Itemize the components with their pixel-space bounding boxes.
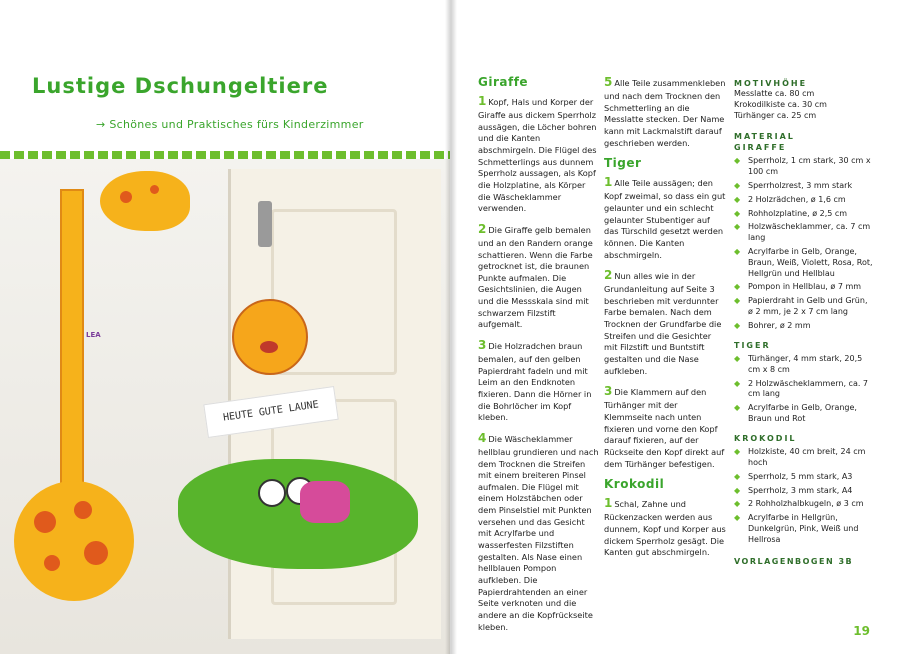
material-item: ◆ 2 Rohholzhalbkugeln, ø 3 cm (734, 499, 874, 510)
material-item: ◆ Pompon in Hellblau, ø 7 mm (734, 282, 874, 293)
material-item: ◆ Acrylfarbe in Gelb, Orange, Braun, Weiß, Violett, Rosa, Rot, Hellgrün und Hellblau (734, 247, 874, 279)
motiv-heading: MOTIVHÖHE (734, 79, 808, 88)
material-item: ◆ Acrylfarbe in Gelb, Orange, Braun und Rot (734, 403, 874, 425)
template-sheet-note: VORLAGENBOGEN 3B (734, 556, 854, 566)
crocodile-sub-heading: KROKODIL (734, 433, 797, 443)
giraffe-head-icon (100, 171, 190, 231)
instruction-step: 3 Die Klammern auf den Türhänger mit der Klemmseite nach unten fixieren und vorne den Kopf darauf fixieren, auf der Rückseite den Kopf direkt auf dem Türhänger befestigen. (604, 384, 725, 469)
instruction-step: 4 Die Wäscheklammer hellblau grundieren und nach dem Trocknen die Streifen mit einem breiteren Pinsel aufmalen. Die Flügel mit einem Holzstäbchen oder dem Pinselstiel mit Punkten versehen und das Gesicht mit Acrylfarbe und wasserfesten Filzstiften gestalten. Als Nase einen hellblauen Pompon aufkleben. Die Papierdrahtenden an einer Seite verknoten und die andere an die Kopfrückseite kleben. (478, 430, 599, 632)
material-item: ◆ Türhänger, 4 mm stark, 20,5 cm x 8 cm (734, 354, 874, 376)
materials-column (734, 78, 874, 567)
motiv-line: Messlatte ca. 80 cm (734, 89, 815, 99)
dashed-divider (0, 151, 450, 159)
material-item: ◆ Holzwäscheklammer, ca. 7 cm lang (734, 222, 874, 244)
crocodile-box-icon (178, 459, 418, 569)
tiger-sub-heading: TIGER (734, 340, 771, 350)
motiv-line: Krokodilkiste ca. 30 cm (734, 100, 827, 110)
instruction-step: 1 Alle Teile aussägen; den Kopf zweimal, so dass ein gut gelaunter und ein schlecht gelaunter Stubentiger auf das Türschild gesetzt werden können. Die Kanten abschmirgeln. (604, 175, 726, 260)
page-title: Lustige Dschungeltiere (32, 74, 329, 98)
tiger-door-hanger-icon (232, 299, 308, 375)
material-item: ◆ Bohrer, ø 2 mm (734, 321, 874, 332)
material-item: ◆ 2 Holzrädchen, ø 1,6 cm (734, 195, 874, 206)
page-number: 19 (853, 624, 870, 638)
instruction-step: 1 Schal, Zahne und Rückenzacken werden aus dunnem, Kopf und Korper aus dickem Sperrholz gesägt. Die Kanten gut abschmirgeln. (604, 496, 726, 558)
material-item: ◆ Sperrholz, 5 mm stark, A3 (734, 472, 874, 483)
giraffe-ruler-icon (60, 189, 101, 583)
giraffe-column (478, 74, 600, 639)
craft-photo (0, 159, 450, 654)
giraffe-sub-heading: GIRAFFE (734, 143, 787, 153)
tiger-heading: Tiger (604, 156, 642, 171)
motiv-line: Türhänger ca. 25 cm (734, 110, 817, 120)
giraffe-body-icon (14, 481, 134, 601)
crocodile-heading: Krokodil (604, 477, 665, 492)
ruler-name-tag: LEA (86, 331, 101, 339)
material-item: ◆ Papierdraht in Gelb und Grün, ø 2 mm, je 2 x 7 cm lang (734, 296, 874, 318)
giraffe-heading: Giraffe (478, 75, 529, 89)
book-gutter (445, 0, 457, 654)
door-handle-icon (258, 201, 272, 247)
material-item: ◆ Holzkiste, 40 cm breit, 24 cm hoch (734, 447, 874, 469)
material-item: ◆ Rohholzplatine, ø 2,5 cm (734, 209, 874, 220)
instruction-step: 2 Die Giraffe gelb bemalen und an den Randern orange schattieren. Wenn die Farbe getrocknet ist, die braunen Punkte aufmalen. Die Gesichtslinien, die Augen und die Messskala sind mit schwarzem Filzstift aufgemalt. (478, 221, 593, 330)
instruction-step: 2 Nun alles wie in der Grundanleitung auf Seite 3 beschrieben mit verdunnter Farbe bemalen. Nach dem Trocknen der Grundfarbe die Streifen und die Gesichter mit Filzstift und Buntstift gestalten und die Nase aufkleben. (604, 268, 722, 376)
material-item: ◆ Acrylfarbe in Hellgrün, Dunkelgrün, Pink, Weiß und Hellrosa (734, 513, 874, 545)
instruction-step: 5 Alle Teile zusammenkleben und nach dem Trocknen den Schmetterling an die Messlatte stecken. Der Name kann mit Lackmalstift darauf geschrieben werden. (604, 75, 726, 148)
middle-column (604, 74, 726, 565)
bow-icon (300, 481, 350, 523)
instruction-step: 1 Kopf, Hals und Korper der Giraffe aus dickem Sperrholz aussägen, die Löcher bohren und die Kanten abschmirgeln. Die Flügel des Schmetterlings aus dunnem Sperrholz aussagen, als Kopf die Holzplatine, als Körper die Wäscheklammer verwenden. (478, 94, 597, 214)
material-item: ◆ Sperrholz, 3 mm stark, A4 (734, 486, 874, 497)
material-item: ◆ Sperrholzrest, 3 mm stark (734, 181, 874, 192)
material-heading: MATERIAL (734, 131, 795, 141)
material-item: ◆ 2 Holzwäscheklammern, ca. 7 cm lang (734, 379, 874, 401)
instruction-step: 3 Die Holzradchen braun bemalen, auf den gelben Papierdraht fadeln und mit Leim an den Endknoten fixieren. Dann die Hörner in die Bohrlöcher im Kopf kleben. (478, 337, 592, 423)
material-item: ◆ Sperrholz, 1 cm stark, 30 cm x 100 cm (734, 156, 874, 178)
page-subtitle: → Schönes und Praktisches fürs Kinderzimmer (96, 118, 364, 131)
door-note: HEUTE GUTE LAUNE (203, 386, 338, 438)
